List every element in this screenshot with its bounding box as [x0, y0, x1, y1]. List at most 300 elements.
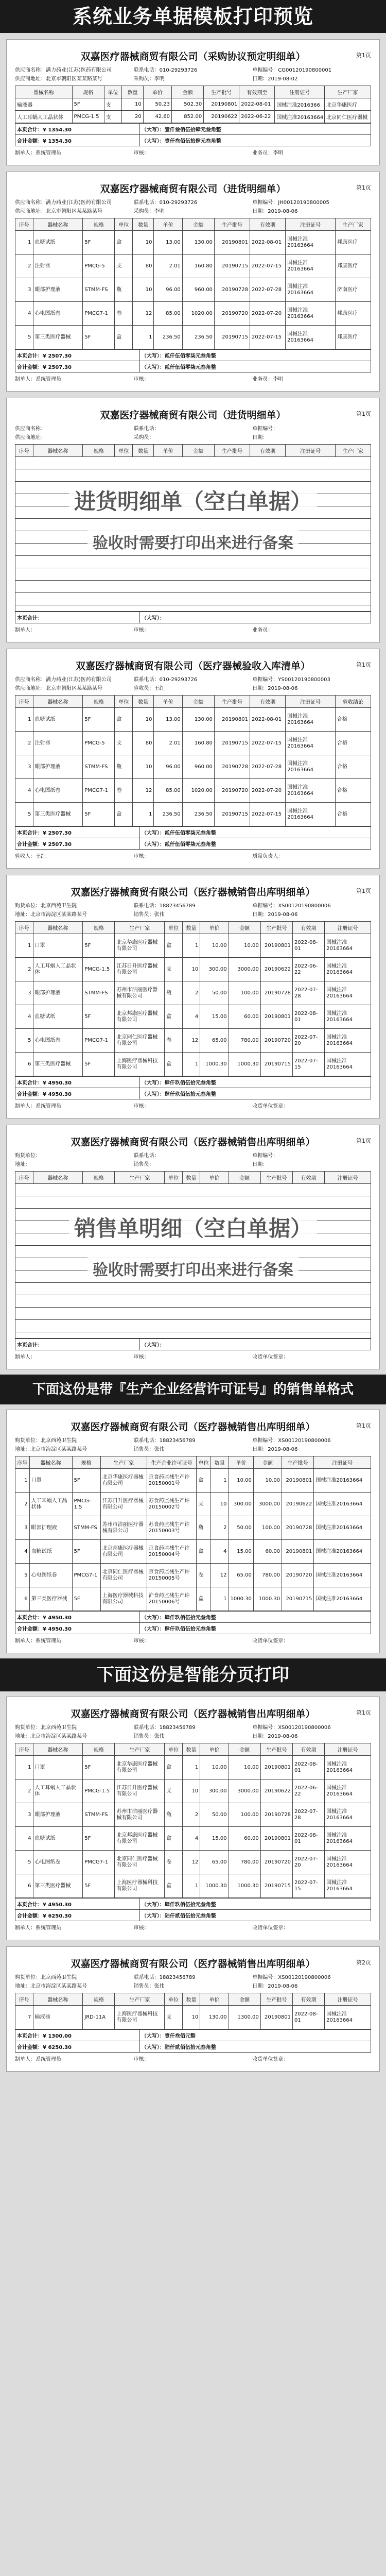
table-cell: 第三类医疗器械: [33, 1053, 83, 1076]
table-cell: 3000.00: [253, 1493, 282, 1516]
meta-field: 日期：: [252, 1162, 268, 1167]
table-cell: 100.00: [229, 981, 260, 1005]
column-header: 序号: [15, 1172, 33, 1184]
table-cell: 瓶: [165, 981, 183, 1005]
column-header: 注册证号: [325, 1172, 371, 1184]
table-cell: 10.00: [229, 1756, 260, 1780]
table-cell: 15.00: [200, 1005, 229, 1029]
column-header: 单价: [143, 86, 171, 98]
page-number: 第1页: [356, 888, 371, 894]
table-cell: 北京华康医疗器械有限公司: [115, 934, 165, 958]
table-header-row: [15, 218, 371, 231]
footer-field: 制单人：系统管理员: [15, 1925, 61, 1931]
page-total: 本页合计：¥ 2507.30: [15, 827, 140, 838]
table-cell: 20190801: [282, 1540, 314, 1564]
footer-field: 制单人：系统管理员: [15, 377, 61, 382]
table-cell: 2: [182, 1803, 200, 1827]
document-footer: [15, 1923, 371, 1934]
table-cell: 20190715: [214, 255, 250, 278]
table-cell: 2022-07-28: [250, 755, 286, 779]
column-header: 序号: [15, 1456, 30, 1469]
table-cell: 支: [104, 111, 122, 123]
column-header: 规格: [83, 1172, 115, 1184]
table-cell: 国械注准20163664: [286, 326, 336, 349]
column-header: 规格: [83, 1743, 115, 1756]
table-cell: 眼部护理液: [33, 278, 83, 302]
table-cell: 苏州市洁丽医疗器械有限公司: [115, 1803, 165, 1827]
document-meta: [15, 1151, 371, 1169]
table-cell: 20190720: [214, 302, 250, 326]
column-header: 单位: [165, 922, 183, 934]
table-cell: 2022-07-15: [250, 255, 286, 278]
table-cell: 国械注准20163664: [286, 255, 336, 278]
page-total-words: （大写）：壹仟叁佰元整: [139, 2030, 371, 2041]
table-cell: 支: [165, 1780, 183, 1803]
table-cell: 国械注准20163664: [325, 934, 371, 958]
table-cell: 12: [210, 1564, 229, 1587]
column-header: 单位: [115, 445, 133, 457]
table-cell: 12: [182, 1029, 200, 1053]
totals-table: [15, 1611, 371, 1634]
column-header: 序号: [15, 696, 33, 708]
meta-field: 地址：: [15, 1162, 30, 1167]
grand-total-row: [15, 135, 371, 146]
document-meta: [15, 1436, 371, 1454]
meta-field: 采购员：李明: [133, 76, 165, 82]
table-cell: 50.23: [143, 98, 171, 111]
table-cell: 20190622: [204, 111, 239, 123]
table-cell: 2022-08-01: [250, 708, 286, 732]
footer-field: 审核：: [133, 1638, 149, 1644]
table-cell: 20190801: [282, 1469, 314, 1493]
column-header: 生产厂家: [115, 1172, 165, 1184]
table-row: [15, 326, 371, 349]
table-cell: 眼部护理液: [29, 1516, 72, 1540]
meta-field: 联系电话：: [133, 426, 160, 432]
column-header: 器械名称: [33, 445, 83, 457]
table-cell: 合格: [335, 755, 371, 779]
column-header: 单位: [165, 1743, 183, 1756]
table-cell: 邦康医疗: [335, 231, 371, 255]
table-cell: 卷: [165, 1851, 183, 1874]
meta-field: 单据编号：: [252, 426, 278, 432]
column-header: 生产批号: [214, 445, 250, 457]
page-total-words: （大写）：肆仟玖佰伍拾元叁角整: [139, 1612, 371, 1623]
table-cell: 北京华康医疗: [325, 98, 371, 111]
column-header: 单价: [154, 696, 182, 708]
table-cell: PMCG7-1: [83, 302, 115, 326]
table-row: [15, 2006, 371, 2029]
table-cell: 支: [115, 732, 133, 755]
table-cell: 国械注准20163664: [286, 231, 336, 255]
table-cell: 国械注准20163664: [286, 278, 336, 302]
table-cell: 瓶: [115, 278, 133, 302]
table-cell: 苏州市洁丽医疗器械有限公司: [115, 981, 165, 1005]
table-cell: 2022-07-20: [250, 302, 286, 326]
column-header: 有效期: [292, 922, 324, 934]
table-cell: 1: [15, 934, 33, 958]
column-header: 生产厂家: [115, 1993, 165, 2006]
table-cell: 4: [15, 779, 33, 803]
table-header-row: [15, 696, 371, 708]
meta-field: 单据编号：XS00120190800006: [252, 1438, 331, 1444]
column-header: 数量: [133, 696, 154, 708]
table-cell: 瓶: [115, 755, 133, 779]
column-header: 单价: [200, 1172, 229, 1184]
meta-field: 采购员：: [133, 435, 154, 440]
column-header: 注册证号: [325, 922, 371, 934]
column-header: 生产批号: [260, 1172, 292, 1184]
table-cell: 支: [165, 958, 183, 981]
grand-total: 合计金额：¥ 4950.30: [15, 1088, 140, 1099]
footer-field: 业务员：李明: [252, 150, 284, 156]
table-cell: 6: [15, 1874, 33, 1898]
table-cell: 1: [133, 803, 154, 826]
footer-field: 制单人：系统管理员: [15, 1104, 61, 1109]
table-header-row: [15, 1993, 371, 2006]
table-cell: 60.00: [253, 1540, 282, 1564]
table-cell: 苏州市洁丽医疗器械有限公司: [100, 1516, 147, 1540]
table-cell: 300.00: [200, 1780, 229, 1803]
table-cell: 2022-07-15: [292, 1053, 324, 1076]
meta-field: 地址：北京市海淀区某某路某号: [15, 1984, 87, 1989]
column-header: 有效期: [292, 1743, 324, 1756]
totals-table: [15, 2029, 371, 2053]
meta-field: 销售员：张伟: [133, 1734, 165, 1739]
meta-field: 供应商地址：北京市朝阳区某某路某号: [15, 686, 102, 691]
table-cell: 4: [210, 1540, 229, 1564]
table-cell: 盒: [197, 1540, 211, 1564]
grand-total-words: （大写）：肆仟玖佰伍拾元叁角整: [139, 1623, 371, 1634]
meta-field: 销售员：张伟: [133, 912, 165, 918]
table-cell: 国械注准20163664: [314, 1564, 371, 1587]
page-number: 第1页: [356, 411, 371, 417]
table-cell: 盒: [165, 1053, 183, 1076]
table-row: [15, 1005, 371, 1029]
meta-field: 单据编号：YS00120190800003: [252, 677, 330, 683]
table-cell: 眼部护理液: [33, 981, 83, 1005]
meta-field: 供应商地址：: [15, 435, 46, 440]
table-cell: 国械注准20163664: [325, 1851, 371, 1874]
table-cell: 3000.00: [229, 1780, 260, 1803]
table-cell: 卷: [165, 1029, 183, 1053]
table-cell: 国械注准20163664: [286, 803, 336, 826]
page-total-row: [15, 827, 371, 838]
table-cell: PMCG-1.5: [83, 958, 115, 981]
meta-field: 购货单位：北京西苑卫生院: [15, 903, 77, 909]
meta-field: 供应商名称：满力药业(江苏)医药有限公司: [15, 677, 112, 683]
column-header: 生产厂家: [115, 1743, 165, 1756]
table-row: [15, 1587, 371, 1611]
column-header: 器械名称: [33, 218, 83, 231]
table-cell: 1: [182, 1874, 200, 1898]
table-cell: 960.00: [182, 278, 214, 302]
table-cell: 口罩: [33, 934, 83, 958]
footer-field: 制单人：系统管理员: [15, 2057, 61, 2062]
table-cell: 502.30: [172, 98, 204, 111]
table-cell: 20190801: [204, 98, 239, 111]
footer-field: 质量负责人：: [252, 854, 284, 859]
table-row: [15, 1874, 371, 1898]
table-cell: 人工耳蜗人工晶状体: [29, 1493, 72, 1516]
table-row: [15, 934, 371, 958]
table-cell: 国械注准20163664: [286, 779, 336, 803]
table-cell: 北京同仁医疗器械有限公司: [100, 1564, 147, 1587]
document-footer: [15, 852, 371, 862]
column-header: 器械名称: [33, 696, 83, 708]
table-cell: 支: [197, 1493, 211, 1516]
page-total-row: [15, 1339, 371, 1350]
table-row: [15, 981, 371, 1005]
table-cell: 2022-06-22: [292, 958, 324, 981]
table-cell: 2: [15, 255, 33, 278]
grand-total-row: [15, 838, 371, 850]
meta-field: 地址：北京市海淀区某某路某号: [15, 1447, 87, 1452]
table-cell: 20190720: [282, 1564, 314, 1587]
table-cell: 2022-06-22: [292, 1780, 324, 1803]
column-header: 有效期至: [239, 86, 275, 98]
column-header: 单价: [154, 445, 182, 457]
table-cell: 20190801: [214, 231, 250, 255]
totals-table: [15, 349, 371, 372]
table-cell: 4: [182, 1827, 200, 1851]
footer-field: 审核：: [133, 150, 149, 156]
table-cell: 10: [182, 958, 200, 981]
table-row: [15, 1053, 371, 1076]
document-footer: [15, 148, 371, 159]
table-cell: 国械注准20163664: [325, 1827, 371, 1851]
table-row: [15, 1827, 371, 1851]
table-cell: 江苏日升医疗器械有限公司: [115, 958, 165, 981]
table-row: [15, 255, 371, 278]
meta-field: 日期：2019-08-06: [252, 912, 298, 918]
meta-field: 地址：北京市海淀区某某路某号: [15, 1734, 87, 1739]
table-cell: STMM-FS: [83, 278, 115, 302]
column-header: 器械名称: [33, 1172, 83, 1184]
table-cell: 96.00: [154, 278, 182, 302]
table-cell: 300.00: [200, 958, 229, 981]
column-header: 生产批号: [260, 1993, 292, 2006]
column-header: 生产批号: [204, 86, 239, 98]
table-cell: 支: [104, 98, 122, 111]
table-cell: 7: [15, 2006, 33, 2029]
table-cell: 第三类医疗器械: [33, 1874, 83, 1898]
meta-field: 购货单位：: [15, 1153, 41, 1159]
table-row: [15, 1803, 371, 1827]
table-cell: 10: [133, 755, 154, 779]
table-cell: 5F: [83, 1756, 115, 1780]
table-cell: 济南医疗: [335, 278, 371, 302]
table-cell: 20190801: [260, 934, 292, 958]
table-cell: 2022-08-01: [292, 1756, 324, 1780]
meta-field: 销售员：张伟: [133, 1447, 165, 1452]
document-sheet-inspection: [6, 649, 380, 869]
meta-field: 日期：2019-08-06: [252, 1447, 298, 1452]
footer-field: 审核：: [133, 854, 149, 859]
table-cell: 20190622: [260, 1780, 292, 1803]
column-header: 金额: [172, 86, 204, 98]
table-cell: 卷: [115, 302, 133, 326]
table-row: [15, 779, 371, 803]
document-sheet-page-2: [6, 1946, 380, 2072]
table-cell: 10: [133, 708, 154, 732]
table-cell: 5F: [72, 98, 104, 111]
column-header: 数量: [182, 1743, 200, 1756]
table-cell: 60.00: [229, 1005, 260, 1029]
meta-field: 联系电话：18823456789: [133, 1725, 196, 1731]
page-number: 第2页: [356, 1959, 371, 1966]
meta-field: 供应商名称：: [15, 426, 46, 432]
table-cell: 20190715: [214, 326, 250, 349]
page-total: 本页合计：¥ 1300.00: [15, 2030, 140, 2041]
table-cell: 1: [182, 1053, 200, 1076]
column-header: 数量: [182, 922, 200, 934]
items-table: [15, 1743, 371, 1898]
table-cell: 血糖试纸: [33, 231, 83, 255]
table-cell: 1: [182, 1756, 200, 1780]
table-cell: 瓶: [165, 1803, 183, 1827]
table-row: [15, 1029, 371, 1053]
column-header: 金额: [229, 1743, 260, 1756]
column-header: 单价: [200, 1743, 229, 1756]
column-header: 规格: [72, 1456, 100, 1469]
table-cell: 5F: [83, 231, 115, 255]
table-cell: 2022-08-01: [250, 231, 286, 255]
table-cell: 2022-07-20: [250, 779, 286, 803]
table-cell: 1: [15, 231, 33, 255]
table-cell: 1020.00: [182, 302, 214, 326]
page-total: 本页合计：¥ 4950.30: [15, 1899, 140, 1910]
table-cell: 20190801: [260, 1005, 292, 1029]
page-total: 本页合计：: [15, 612, 140, 623]
grand-total-words: （大写）：贰仟伍佰零柒元叁角整: [139, 361, 371, 372]
table-cell: 卷: [197, 1564, 211, 1587]
table-cell: 20190801: [214, 708, 250, 732]
table-cell: 20190728: [260, 981, 292, 1005]
column-header: 单价: [200, 922, 229, 934]
table-cell: 口罩: [33, 1756, 83, 1780]
table-cell: 1: [210, 1587, 229, 1611]
table-cell: 北京同仁医疗器械有限公司: [115, 1851, 165, 1874]
table-cell: 10.00: [229, 934, 260, 958]
table-cell: 20190728: [214, 278, 250, 302]
table-cell: 5: [15, 326, 33, 349]
column-header: 规格: [83, 922, 115, 934]
table-cell: 心电图纸卷: [29, 1564, 72, 1587]
table-cell: 注射器: [33, 732, 83, 755]
table-cell: 5: [15, 1564, 30, 1587]
table-header-row: [15, 86, 371, 98]
table-cell: 3: [15, 278, 33, 302]
table-cell: 国械注准20163664: [314, 1540, 371, 1564]
blank-rows-area: [15, 1184, 371, 1338]
table-cell: 心电图纸卷: [33, 1851, 83, 1874]
column-header: 规格: [83, 445, 115, 457]
column-header: 数量: [210, 1456, 229, 1469]
table-cell: 20190720: [260, 1029, 292, 1053]
table-cell: 国械注准20163664: [325, 1005, 371, 1029]
table-cell: 2022-08-01: [292, 1005, 324, 1029]
column-header: 验收结论: [335, 696, 371, 708]
table-cell: 15.00: [229, 1540, 253, 1564]
footer-field: 制单人：系统管理员: [15, 150, 61, 156]
table-cell: 20190720: [214, 779, 250, 803]
table-cell: 2022-08-01: [239, 98, 275, 111]
table-cell: PMCG-1.5: [83, 1780, 115, 1803]
table-cell: 4: [15, 302, 33, 326]
page-total-words: （大写）：: [139, 612, 371, 623]
table-cell: 江苏日升医疗器械有限公司: [100, 1493, 147, 1516]
table-cell: 5: [15, 1851, 33, 1874]
column-header: 规格: [83, 1993, 115, 2006]
page-number: 第1页: [356, 52, 371, 59]
meta-field: 单据编号：XS00120190800006: [252, 1725, 331, 1731]
document-title: 双嘉医疗器械商贸有限公司（医疗器械销售出库明细单）: [71, 1958, 315, 1970]
table-cell: PMCG-5: [83, 255, 115, 278]
meta-field: 联系电话：18823456789: [133, 903, 196, 909]
grand-total: 合计金额：¥ 6250.30: [15, 1910, 140, 1921]
document-footer: [15, 625, 371, 636]
table-cell: 上海医疗器械科技有限公司: [100, 1587, 147, 1611]
meta-field: 单据编号：JH00120190800005: [252, 200, 329, 206]
table-cell: 国械注准20163664: [325, 1053, 371, 1076]
column-header: 金额: [182, 445, 214, 457]
document-title: 双嘉医疗器械商贸有限公司（医疗器械销售出库明细单）: [71, 1421, 315, 1433]
table-cell: PMCG7-1: [83, 779, 115, 803]
document-meta: [15, 425, 371, 442]
table-cell: 2022-06-22: [239, 111, 275, 123]
footer-field: 审核：: [133, 2057, 149, 2062]
page-total-words: （大写）：贰仟伍佰零柒元叁角整: [139, 350, 371, 361]
column-header: 注册证号: [275, 86, 325, 98]
page-number: 第1页: [356, 1709, 371, 1716]
page-total: 本页合计：¥ 1354.30: [15, 124, 140, 135]
document-title: 双嘉医疗器械商贸有限公司（采购协议预定明细单）: [80, 51, 306, 62]
items-table: [15, 218, 371, 349]
document-meta: [15, 1973, 371, 1991]
column-header: 生产批号: [260, 1743, 292, 1756]
table-cell: 5F: [72, 1540, 100, 1564]
column-header: 有效期: [250, 696, 286, 708]
document-sheet-sales-license: [6, 1410, 380, 1653]
table-cell: 65.00: [200, 1029, 229, 1053]
table-row: [15, 231, 371, 255]
table-cell: 输液器: [15, 98, 73, 111]
table-cell: 5F: [83, 1874, 115, 1898]
table-cell: STMM-FS: [83, 755, 115, 779]
table-cell: 国械注准20163664: [314, 1493, 371, 1516]
table-cell: 国械注准20163664: [314, 1587, 371, 1611]
meta-field: 单据编号：XS00120190800006: [252, 903, 331, 909]
column-header: 数量: [182, 1172, 200, 1184]
footer-field: 审核：: [133, 1354, 149, 1360]
section-banner-license: 下面这份是带『生产企业经营许可证号』的销售单格式: [0, 1375, 386, 1404]
table-cell: 5: [15, 803, 33, 826]
table-cell: 5F: [83, 803, 115, 826]
table-cell: 2022-07-15: [292, 1874, 324, 1898]
items-table: [15, 1456, 371, 1611]
column-header: 单位: [115, 218, 133, 231]
meta-field: 购货单位：北京西苑卫生院: [15, 1975, 77, 1980]
items-table: [15, 1171, 371, 1184]
table-cell: 北京邦康医疗器械有限公司: [115, 1005, 165, 1029]
page-total-words: （大写）：肆仟玖佰伍拾元叁角整: [139, 1899, 371, 1910]
table-cell: 4: [15, 1540, 30, 1564]
table-cell: 20190801: [260, 1827, 292, 1851]
grand-total-row: [15, 1623, 371, 1634]
table-cell: 盒: [115, 326, 133, 349]
table-cell: 支: [165, 2006, 183, 2029]
